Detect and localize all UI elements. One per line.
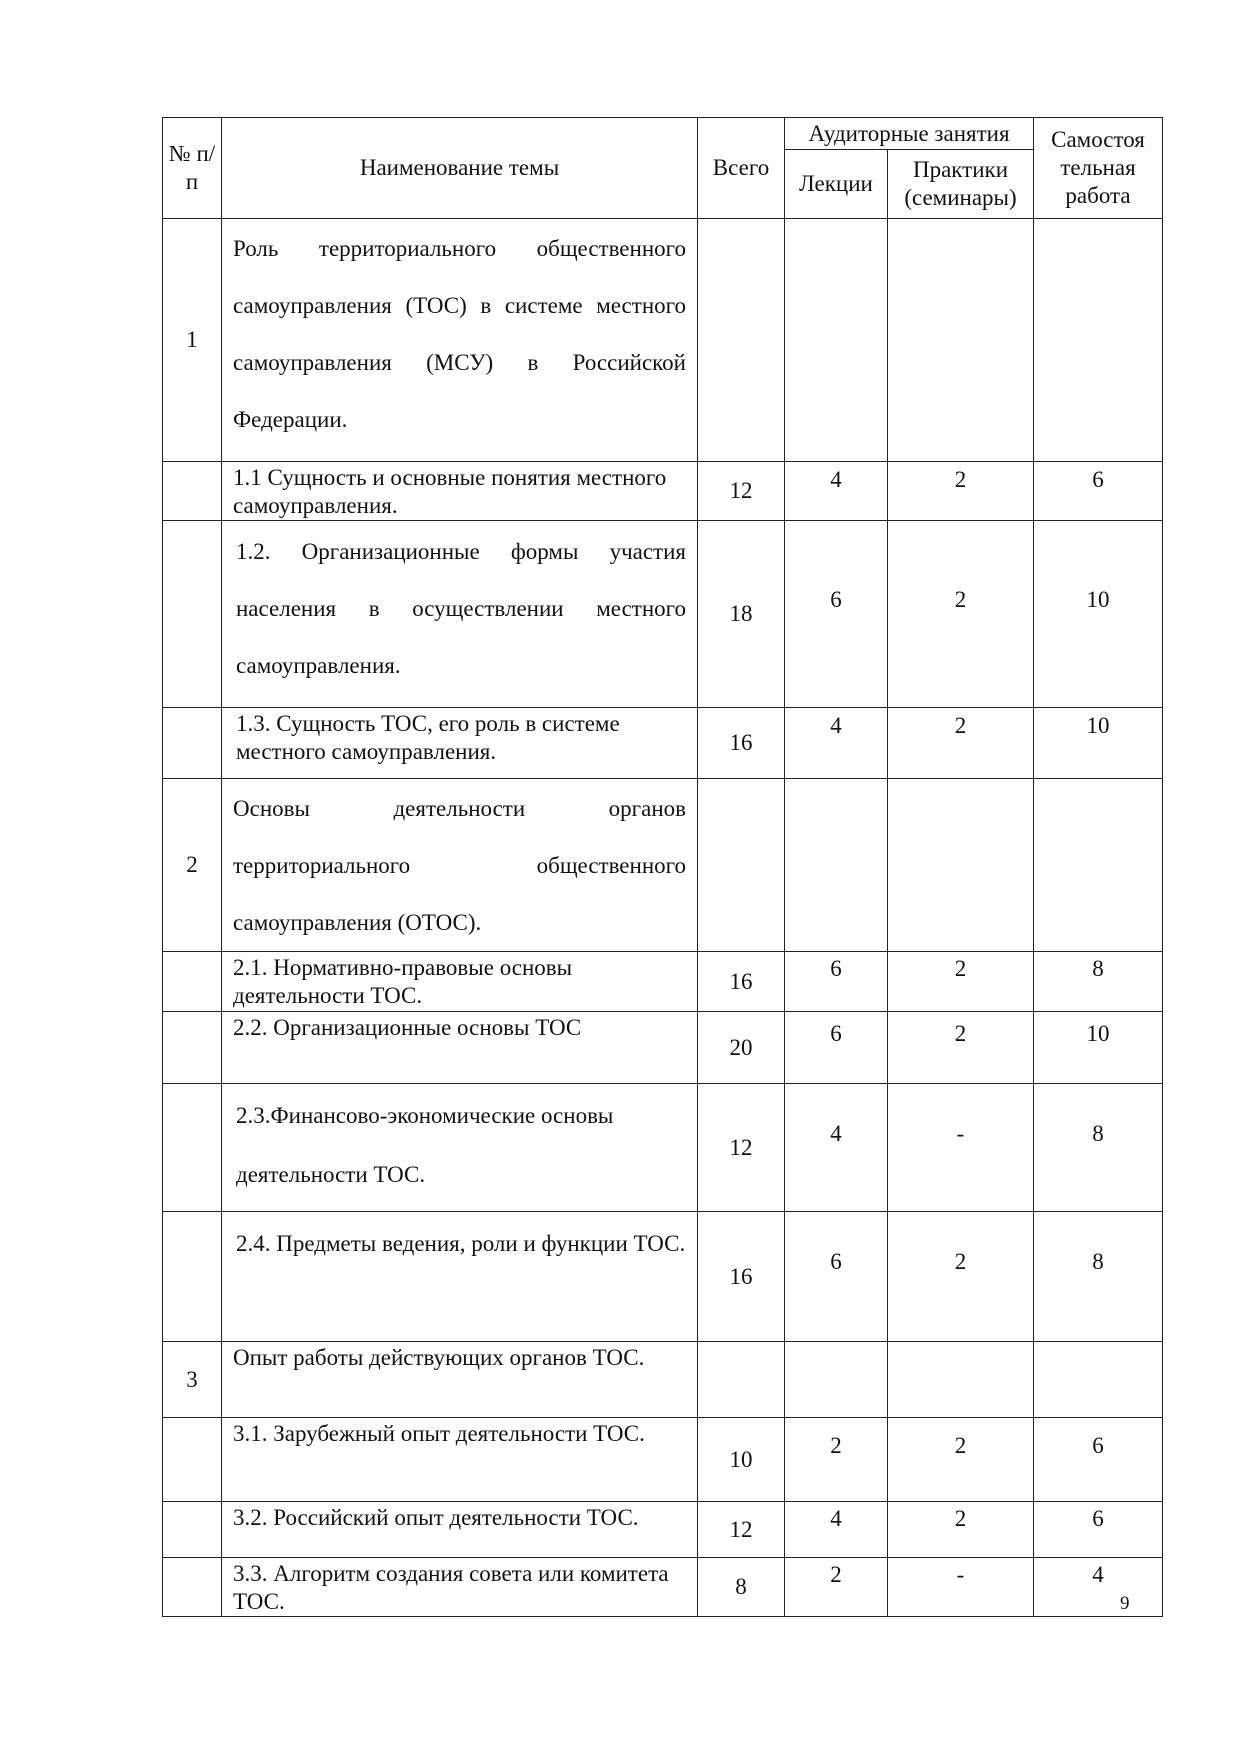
table-row (163, 779, 1163, 952)
table-row (163, 1342, 1163, 1418)
row-num (163, 952, 222, 1012)
table-row (163, 952, 1163, 1012)
header-topic: Наименование темы (222, 118, 698, 219)
row-practice: - (888, 1084, 1034, 1212)
row-topic: Основы деятельности органов территориального общественного самоуправления (ОТОС). (222, 779, 698, 952)
row-total: 8 (698, 1558, 785, 1617)
row-independent: 6 (1034, 1418, 1163, 1502)
row-total (698, 1342, 785, 1418)
curriculum-table (162, 117, 1163, 1617)
row-topic: 1.1 Сущность и основные понятия местного самоуправления. (222, 462, 698, 521)
table-row (163, 1502, 1163, 1558)
row-practice (888, 1342, 1034, 1418)
header-lectures: Лекции (785, 150, 888, 219)
row-topic: 2.1. Нормативно-правовые основы деятельности ТОС. (222, 952, 698, 1012)
row-practice: 2 (888, 952, 1034, 1012)
row-independent: 10 (1034, 708, 1163, 779)
row-num: 1 (163, 219, 222, 462)
row-lectures: 2 (785, 1558, 888, 1617)
row-lectures: 4 (785, 708, 888, 779)
row-num (163, 462, 222, 521)
row-topic: 2.3.Финансово-экономические основы деятельности ТОС. (222, 1084, 698, 1212)
row-practice: 2 (888, 1418, 1034, 1502)
row-total: 12 (698, 462, 785, 521)
table-row (163, 1558, 1163, 1617)
header-independent: Самостоя тельная работа (1034, 118, 1163, 219)
row-topic: Опыт работы действующих органов ТОС. (222, 1342, 698, 1418)
header-practice: Практики (семинары) (888, 150, 1034, 219)
row-num (163, 1502, 222, 1558)
row-practice: 2 (888, 708, 1034, 779)
row-practice: 2 (888, 1012, 1034, 1084)
row-lectures (785, 1342, 888, 1418)
row-topic: 1.3. Сущность ТОС, его роль в системе местного самоуправления. (222, 708, 698, 779)
row-lectures: 4 (785, 1502, 888, 1558)
row-independent: 6 (1034, 1502, 1163, 1558)
row-num: 2 (163, 779, 222, 952)
row-lectures: 6 (785, 1212, 888, 1342)
row-practice (888, 219, 1034, 462)
row-independent: 8 (1034, 1212, 1163, 1342)
row-total: 10 (698, 1418, 785, 1502)
table-row (163, 1084, 1163, 1212)
row-independent: 10 (1034, 1012, 1163, 1084)
table-row (163, 708, 1163, 779)
row-num (163, 708, 222, 779)
row-practice: 2 (888, 462, 1034, 521)
row-num (163, 1558, 222, 1617)
row-independent (1034, 1342, 1163, 1418)
row-total: 18 (698, 521, 785, 708)
page-number: 9 (1120, 1593, 1130, 1614)
row-num (163, 1418, 222, 1502)
header-auditory: Аудиторные занятия (785, 118, 1034, 150)
table-row (163, 1212, 1163, 1342)
row-total: 16 (698, 708, 785, 779)
row-total: 16 (698, 1212, 785, 1342)
row-independent: 8 (1034, 1084, 1163, 1212)
row-topic: 2.2. Организационные основы ТОС (222, 1012, 698, 1084)
row-practice: 2 (888, 1212, 1034, 1342)
row-lectures: 2 (785, 1418, 888, 1502)
table-row (163, 462, 1163, 521)
row-independent: 6 (1034, 462, 1163, 521)
row-total: 16 (698, 952, 785, 1012)
row-independent: 10 (1034, 521, 1163, 708)
table-row (163, 521, 1163, 708)
row-practice: - (888, 1558, 1034, 1617)
row-lectures: 6 (785, 521, 888, 708)
row-topic: 2.4. Предметы ведения, роли и функции ТОС. (222, 1212, 698, 1342)
row-lectures: 6 (785, 952, 888, 1012)
row-topic: 1.2. Организационные формы участия населения в осуществлении местного самоуправления. (222, 521, 698, 708)
row-practice: 2 (888, 521, 1034, 708)
row-total (698, 219, 785, 462)
row-lectures: 6 (785, 1012, 888, 1084)
header-num: № п/п (163, 118, 222, 219)
row-total: 20 (698, 1012, 785, 1084)
table-row (163, 1012, 1163, 1084)
table-row (163, 219, 1163, 462)
row-num: 3 (163, 1342, 222, 1418)
row-num (163, 1012, 222, 1084)
row-lectures: 4 (785, 1084, 888, 1212)
row-lectures: 4 (785, 462, 888, 521)
row-num (163, 1212, 222, 1342)
row-independent: 4 (1034, 1558, 1163, 1617)
row-topic: Роль территориального общественного самоуправления (ТОС) в системе местного самоуправления (МСУ) в Российской Федерации. (222, 219, 698, 462)
row-num (163, 521, 222, 708)
row-num (163, 1084, 222, 1212)
row-independent (1034, 779, 1163, 952)
row-practice: 2 (888, 1502, 1034, 1558)
row-lectures (785, 779, 888, 952)
row-practice (888, 779, 1034, 952)
row-topic: 3.2. Российский опыт деятельности ТОС. (222, 1502, 698, 1558)
row-independent (1034, 219, 1163, 462)
header-total: Всего (698, 118, 785, 219)
row-total (698, 779, 785, 952)
row-topic: 3.3. Алгоритм создания совета или комитета ТОС. (222, 1558, 698, 1617)
table-row (163, 1418, 1163, 1502)
row-total: 12 (698, 1502, 785, 1558)
row-lectures (785, 219, 888, 462)
row-total: 12 (698, 1084, 785, 1212)
row-independent: 8 (1034, 952, 1163, 1012)
row-topic: 3.1. Зарубежный опыт деятельности ТОС. (222, 1418, 698, 1502)
header-row (163, 118, 1163, 150)
